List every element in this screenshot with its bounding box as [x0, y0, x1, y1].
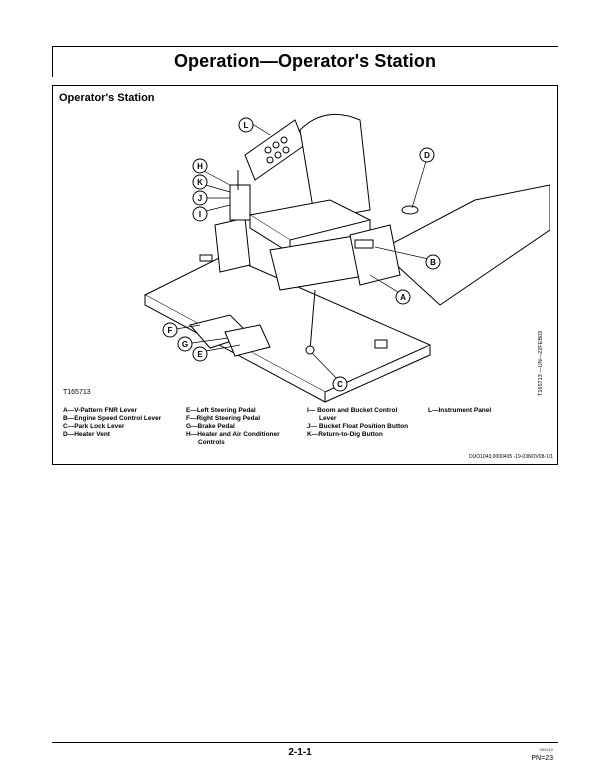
legend-item: B—Engine Speed Control Lever: [63, 415, 162, 422]
callout-a: A: [400, 293, 406, 302]
legend-item: D—Heater Vent: [63, 431, 110, 438]
callout-b: B: [430, 258, 436, 267]
legend-item-continuation: Controls: [198, 439, 225, 446]
callout-k: K: [197, 178, 203, 187]
legend-item: I— Boom and Bucket Control: [307, 407, 398, 414]
legend-item: F—Right Steering Pedal: [186, 415, 261, 422]
legend-item: H—Heater and Air Conditioner: [186, 431, 280, 438]
legend-item: J— Bucket Float Position Button: [307, 423, 409, 430]
legend-item: G—Brake Pedal: [186, 423, 235, 430]
callout-d: D: [424, 151, 430, 160]
callout-f: F: [167, 326, 173, 335]
footer-rule: [52, 742, 558, 743]
right-platform: [380, 185, 550, 305]
operator-station-illustration: [130, 100, 550, 405]
footer-code: 050219: [539, 747, 553, 752]
legend-item: E—Left Steering Pedal: [186, 407, 256, 414]
callout-l: L: [243, 121, 249, 130]
legend-item: A—V-Pattern FNR Lever: [63, 407, 138, 414]
section-title: Operator's Station: [59, 92, 155, 104]
side-id: T165713 —UN—22FEB03: [538, 330, 544, 396]
heater-vent: [402, 206, 418, 214]
reference-code: OUO1043,0000405 -19-03NOV08-1/1: [468, 454, 553, 460]
left-console: [215, 218, 250, 272]
legend-column-4: [428, 407, 491, 415]
callout-h: H: [197, 162, 203, 171]
figure-id: T165713: [63, 389, 91, 396]
legend-column-3: [307, 407, 408, 439]
callout-e: E: [197, 350, 203, 359]
callout-g: G: [181, 340, 189, 349]
legend-item-continuation: Lever: [319, 415, 337, 422]
pn-label: PN=23: [531, 755, 553, 762]
legend-column-2: [186, 407, 280, 447]
page-number: 2-1-1: [288, 747, 312, 758]
page-title: Operation—Operator's Station: [173, 51, 437, 71]
callout-i: I: [198, 210, 202, 219]
legend-column-1: [63, 407, 161, 439]
legend-item: C—Park Lock Lever: [63, 423, 125, 430]
instrument-panel: [245, 120, 305, 180]
callout-j: J: [197, 194, 203, 203]
title-rule-top: [52, 46, 558, 47]
callout-c: C: [337, 380, 343, 389]
legend-item: K—Return-to-Dig Button: [307, 431, 383, 438]
legend-item: L—Instrument Panel: [428, 407, 492, 414]
